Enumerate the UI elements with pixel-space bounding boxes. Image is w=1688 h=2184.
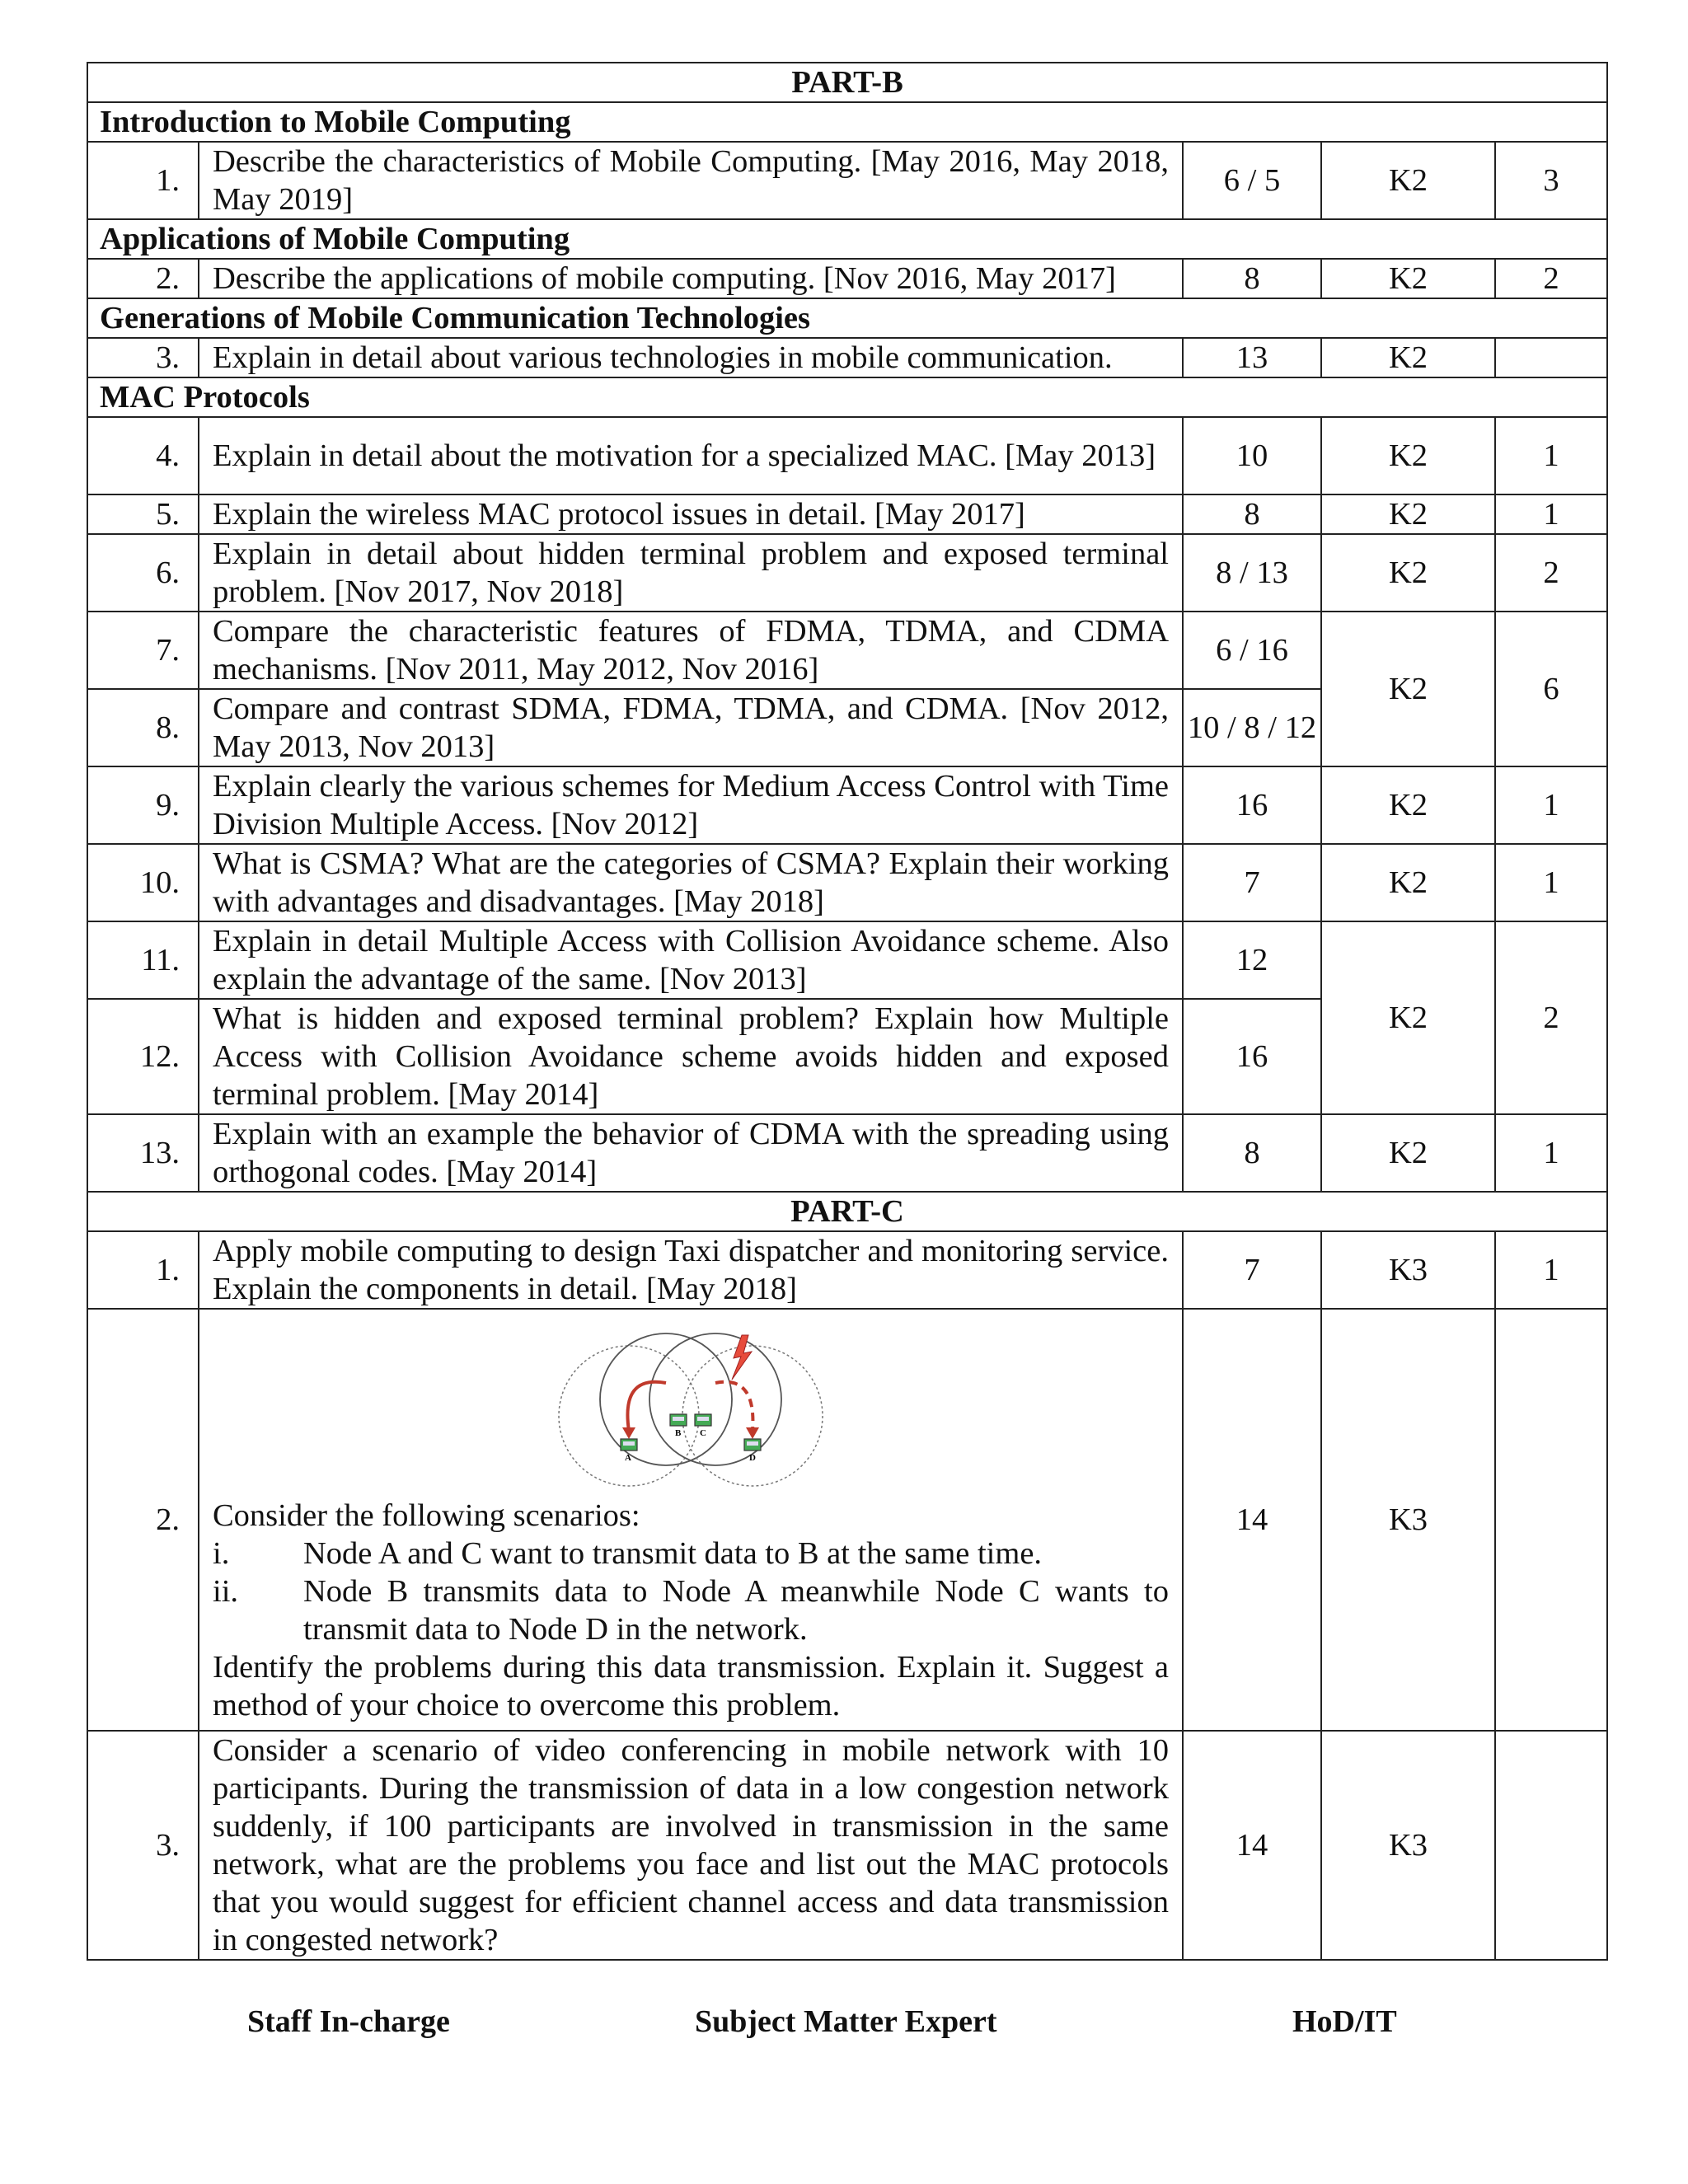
question-co: 1: [1495, 1231, 1607, 1309]
question-co: [1495, 1731, 1607, 1960]
question-marks: 7: [1183, 844, 1321, 921]
question-text: Describe the characteristics of Mobile Computing. [May 2016, May 2018, May 2019]: [199, 142, 1183, 219]
question-co: 3: [1495, 142, 1607, 219]
table-row: [87, 259, 1607, 298]
question-co: 6: [1495, 612, 1607, 766]
table-row: [87, 338, 1607, 377]
scenario-label: ii.: [213, 1574, 239, 1609]
question-text: What is CSMA? What are the categories of CSMA? Explain their working with advantages and disadvantages. [May 2018]: [199, 844, 1183, 921]
question-level: K2: [1321, 142, 1495, 219]
question-text: Describe the applications of mobile computing. [Nov 2016, May 2017]: [199, 259, 1183, 298]
question-text: Explain the wireless MAC protocol issues in detail. [May 2017]: [199, 494, 1183, 534]
node-b: [670, 1414, 687, 1426]
question-number: 3.: [87, 1731, 199, 1960]
question-marks: 14: [1183, 1731, 1321, 1960]
list-item: [213, 1572, 1169, 1648]
scenario-list: [213, 1535, 1169, 1648]
question-marks: 12: [1183, 921, 1321, 999]
question-co: 1: [1495, 1114, 1607, 1192]
question-number: 9.: [87, 766, 199, 844]
question-number: 1.: [87, 142, 199, 219]
table-row: [87, 844, 1607, 921]
table-row: [87, 142, 1607, 219]
question-number: 6.: [87, 534, 199, 612]
table-row: [87, 534, 1607, 612]
question-text: [199, 1309, 1183, 1731]
list-item: [213, 1535, 1169, 1572]
hidden-exposed-terminal-diagram: [551, 1325, 831, 1490]
section-title: Introduction to Mobile Computing: [87, 102, 1607, 142]
table-row: [87, 494, 1607, 534]
question-marks: 14: [1183, 1309, 1321, 1731]
range-circle-b: [600, 1333, 732, 1465]
signature-expert: Subject Matter Expert: [695, 2004, 997, 2039]
question-number: 3.: [87, 338, 199, 377]
node-a: [621, 1439, 637, 1451]
transfer-arrow-c-to-d: [715, 1382, 753, 1431]
question-text: Apply mobile computing to design Taxi dispatcher and monitoring service. Explain the components in detail. [May 2018]: [199, 1231, 1183, 1309]
question-text: Explain in detail Multiple Access with Collision Avoidance scheme. Also explain the advantage of the same. [Nov 2013]: [199, 921, 1183, 999]
section-title: Applications of Mobile Computing: [87, 219, 1607, 259]
question-marks: 16: [1183, 999, 1321, 1114]
question-text: Explain in detail about the motivation for a specialized MAC. [May 2013]: [199, 417, 1183, 494]
question-level: K2: [1321, 921, 1495, 1114]
signature-hod: HoD/IT: [1292, 2004, 1397, 2039]
question-level: K2: [1321, 338, 1495, 377]
question-co: [1495, 338, 1607, 377]
question-marks: 6 / 5: [1183, 142, 1321, 219]
question-marks: 7: [1183, 1231, 1321, 1309]
question-marks: 16: [1183, 766, 1321, 844]
question-co: 2: [1495, 259, 1607, 298]
node-label-c: C: [700, 1428, 706, 1438]
question-marks: 10: [1183, 417, 1321, 494]
question-marks: 8: [1183, 1114, 1321, 1192]
question-level: K3: [1321, 1309, 1495, 1731]
part-c-title: PART-C: [87, 1192, 1607, 1231]
question-co: 1: [1495, 494, 1607, 534]
section-row: [87, 219, 1607, 259]
section-row: [87, 102, 1607, 142]
question-co: 2: [1495, 534, 1607, 612]
question-number: 2.: [87, 1309, 199, 1731]
question-number: 5.: [87, 494, 199, 534]
question-number: 12.: [87, 999, 199, 1114]
question-text: Explain in detail about hidden terminal problem and exposed terminal problem. [Nov 2017, Nov 2018]: [199, 534, 1183, 612]
table-row: [87, 1231, 1607, 1309]
question-co: 1: [1495, 417, 1607, 494]
question-level: K2: [1321, 534, 1495, 612]
table-row: [87, 1731, 1607, 1960]
question-text: What is hidden and exposed terminal problem? Explain how Multiple Access with Collision Avoidance scheme avoids hidden and exposed terminal problem. [May 2014]: [199, 999, 1183, 1114]
table-row: [87, 612, 1607, 689]
table-row: [87, 766, 1607, 844]
question-number: 7.: [87, 612, 199, 689]
question-number: 8.: [87, 689, 199, 766]
table-row: [87, 417, 1607, 494]
question-co: 1: [1495, 844, 1607, 921]
question-number: 2.: [87, 259, 199, 298]
question-level: K2: [1321, 259, 1495, 298]
question-level: K2: [1321, 612, 1495, 766]
range-circle-c: [649, 1333, 781, 1465]
question-text: Compare and contrast SDMA, FDMA, TDMA, and CDMA. [Nov 2012, May 2013, Nov 2013]: [199, 689, 1183, 766]
question-number: 10.: [87, 844, 199, 921]
part-b-title: PART-B: [87, 63, 1607, 102]
question-level: K2: [1321, 766, 1495, 844]
section-row: [87, 377, 1607, 417]
question-text: Explain in detail about various technologies in mobile communication.: [199, 338, 1183, 377]
node-c: [695, 1414, 711, 1426]
node-d: [744, 1439, 761, 1451]
question-co: 1: [1495, 766, 1607, 844]
signature-staff: Staff In-charge: [247, 2004, 450, 2039]
question-number: 13.: [87, 1114, 199, 1192]
node-label-a: A: [625, 1453, 631, 1463]
scenario-label: i.: [213, 1536, 230, 1571]
question-number: 11.: [87, 921, 199, 999]
question-level: K2: [1321, 494, 1495, 534]
question-level: K2: [1321, 1114, 1495, 1192]
question-level: K3: [1321, 1731, 1495, 1960]
section-title: Generations of Mobile Communication Technologies: [87, 298, 1607, 338]
arrow-head-d: [746, 1427, 759, 1439]
question-level: K2: [1321, 844, 1495, 921]
table-row: [87, 921, 1607, 999]
question-marks: 10 / 8 / 12: [1183, 689, 1321, 766]
section-title: MAC Protocols: [87, 377, 1607, 417]
question-number: 4.: [87, 417, 199, 494]
question-level: K3: [1321, 1231, 1495, 1309]
question-text: Explain with an example the behavior of CDMA with the spreading using orthogonal codes. [May 2014]: [199, 1114, 1183, 1192]
question-bank-table: [87, 62, 1608, 1961]
node-label-b: B: [675, 1428, 682, 1438]
question-marks: 6 / 16: [1183, 612, 1321, 689]
transfer-arrow-b-to-a: [627, 1382, 666, 1431]
question-number: 1.: [87, 1231, 199, 1309]
scenario-text: Node B transmits data to Node A meanwhile Node C wants to transmit data to Node D in the network.: [303, 1574, 1169, 1647]
scenario-intro: Consider the following scenarios:: [213, 1498, 640, 1533]
question-text: Compare the characteristic features of FDMA, TDMA, and CDMA mechanisms. [Nov 2011, May 2012, Nov 2016]: [199, 612, 1183, 689]
question-level: K2: [1321, 417, 1495, 494]
question-marks: 8: [1183, 259, 1321, 298]
question-text: Consider a scenario of video conferencing in mobile network with 10 participants. During the transmission of data in a low congestion network suddenly, if 100 participants are involved in transmission in the same network, what are the problems you face and list out the MAC protocols that you would suggest for efficient channel access and data transmission in congested network?: [199, 1731, 1183, 1960]
table-row: [87, 1114, 1607, 1192]
question-marks: 8: [1183, 494, 1321, 534]
part-b-header-row: [87, 63, 1607, 102]
scenario-outro: Identify the problems during this data transmission. Explain it. Suggest a method of your choice to overcome this problem.: [213, 1650, 1169, 1722]
question-co: 2: [1495, 921, 1607, 1114]
question-marks: 13: [1183, 338, 1321, 377]
question-co: [1495, 1309, 1607, 1731]
part-c-header-row: [87, 1192, 1607, 1231]
section-row: [87, 298, 1607, 338]
question-marks: 8 / 13: [1183, 534, 1321, 612]
node-label-d: D: [749, 1453, 756, 1463]
arrow-head-a: [622, 1427, 635, 1439]
question-text: Explain clearly the various schemes for Medium Access Control with Time Division Multiple Access. [Nov 2012]: [199, 766, 1183, 844]
table-row: [87, 1309, 1607, 1731]
scenario-text: Node A and C want to transmit data to B at the same time.: [303, 1536, 1043, 1571]
